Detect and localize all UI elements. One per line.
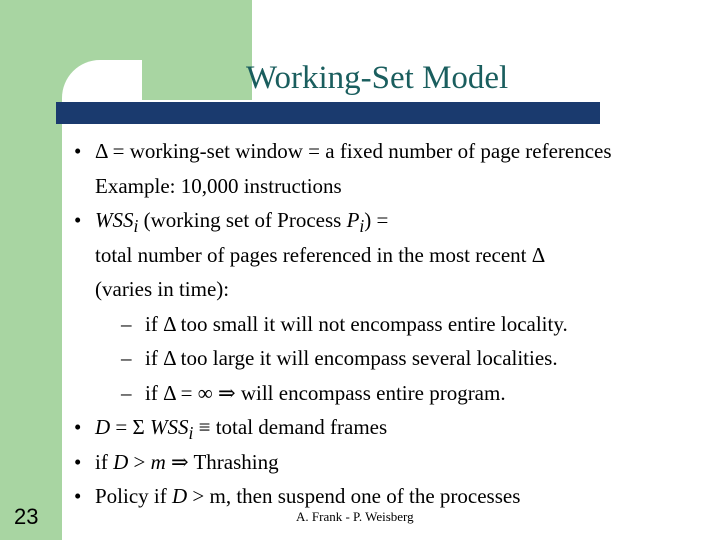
bullet-wss-line3: (varies in time): xyxy=(95,277,230,301)
bullet-delta: • Δ = working-set window = a fixed number of page references xyxy=(74,134,612,169)
dash-marker: – xyxy=(121,346,132,370)
bullet-thrashing: • if D > m ⇒ Thrashing xyxy=(74,445,612,480)
sub-bullet-small: – if Δ too small it will not encompass entire locality. xyxy=(74,307,612,342)
bullet-dot: • xyxy=(74,139,82,163)
bullet-dot: • xyxy=(74,208,82,232)
bullet-policy: • Policy if D > m, then suspend one of the processes xyxy=(74,479,612,514)
bullet-dot: • xyxy=(74,449,82,474)
sub-bullet-large: – if Δ too large it will encompass several localities. xyxy=(74,341,612,376)
footer-credit: A. Frank - P. Weisberg xyxy=(296,509,414,524)
bullet-wss: • $WSS_i$ (working set of Process $P_i$) = xyxy=(74,203,612,238)
sidebar-decoration xyxy=(0,0,62,540)
slide-content xyxy=(74,134,612,514)
bullet-dot: • xyxy=(74,415,82,439)
bullet-demand: • D = Σ $WSS_i$ ≡ total demand frames xyxy=(74,410,612,445)
slide-number: 23 xyxy=(14,504,39,529)
sub-bullet-infinite: – if Δ = ∞ ⇒ will encompass entire program. xyxy=(74,376,612,411)
title-underline-bar xyxy=(56,102,600,124)
bullet-dot: • xyxy=(74,484,82,508)
bullet-wss-line2: total number of pages referenced in the most recent Δ xyxy=(95,242,546,267)
bullet-delta-example: Example: 10,000 instructions xyxy=(95,173,342,198)
dash-marker: – xyxy=(121,380,132,405)
slide-title: Working-Set Model xyxy=(246,60,509,96)
dash-marker: – xyxy=(121,311,132,336)
